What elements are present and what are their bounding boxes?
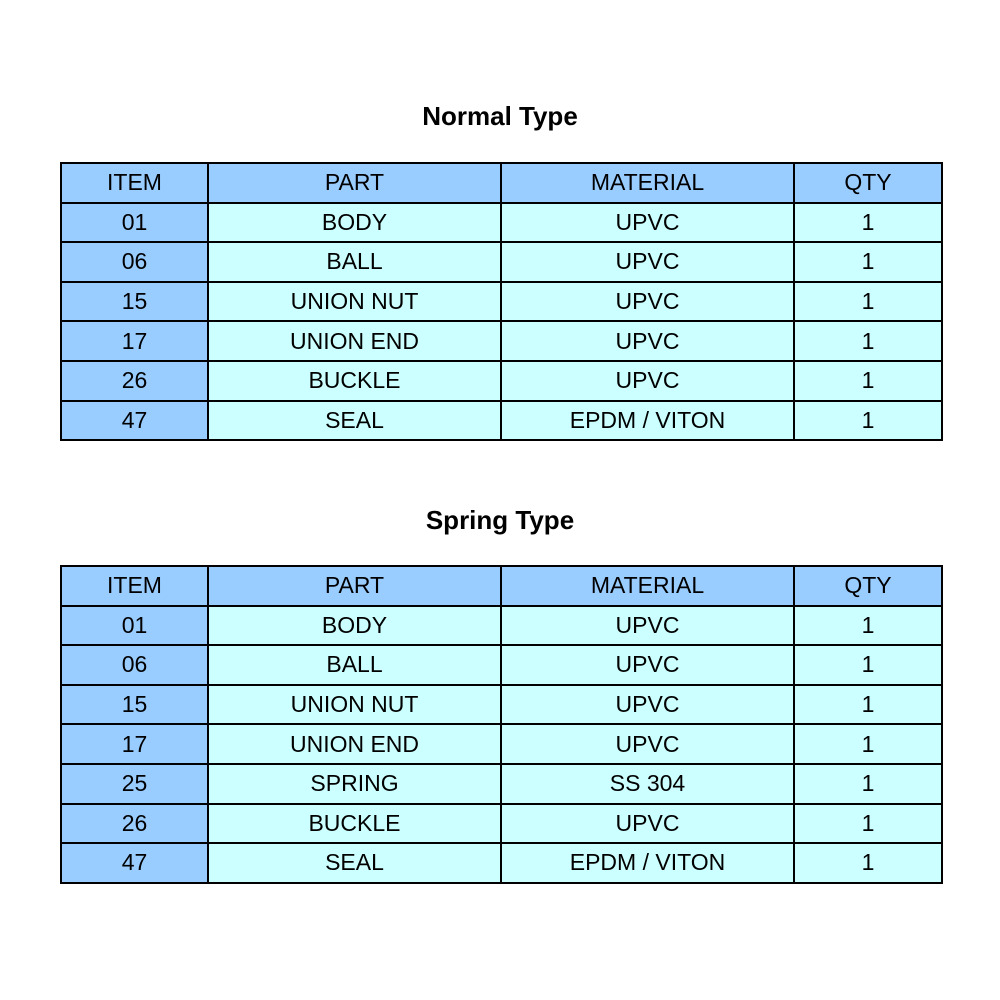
item-cell: 17 xyxy=(61,724,208,764)
material-cell: UPVC xyxy=(501,685,794,725)
part-cell: UNION NUT xyxy=(208,685,501,725)
qty-cell: 1 xyxy=(794,361,942,401)
spring-type-title: Spring Type xyxy=(425,505,575,535)
table-row xyxy=(61,804,942,844)
qty-cell: 1 xyxy=(794,645,942,685)
table-header-row xyxy=(61,163,942,203)
qty-cell: 1 xyxy=(794,401,942,441)
item-cell: 47 xyxy=(61,401,208,441)
header-part: PART xyxy=(208,163,501,203)
part-cell: SPRING xyxy=(208,764,501,804)
table-row xyxy=(61,361,942,401)
qty-cell: 1 xyxy=(794,685,942,725)
table-row xyxy=(61,401,942,441)
material-cell: UPVC xyxy=(501,321,794,361)
table-header-row xyxy=(61,566,942,606)
material-cell: UPVC xyxy=(501,724,794,764)
item-cell: 01 xyxy=(61,203,208,243)
qty-cell: 1 xyxy=(794,203,942,243)
material-cell: UPVC xyxy=(501,606,794,646)
item-cell: 06 xyxy=(61,645,208,685)
header-qty: QTY xyxy=(794,566,942,606)
qty-cell: 1 xyxy=(794,242,942,282)
material-cell: UPVC xyxy=(501,282,794,322)
normal-type-table xyxy=(60,162,943,441)
part-cell: BUCKLE xyxy=(208,361,501,401)
table-row xyxy=(61,645,942,685)
qty-cell: 1 xyxy=(794,282,942,322)
table-row xyxy=(61,724,942,764)
item-cell: 01 xyxy=(61,606,208,646)
item-cell: 06 xyxy=(61,242,208,282)
item-cell: 17 xyxy=(61,321,208,361)
table-row xyxy=(61,606,942,646)
qty-cell: 1 xyxy=(794,843,942,883)
part-cell: BODY xyxy=(208,203,501,243)
material-cell: UPVC xyxy=(501,242,794,282)
header-part: PART xyxy=(208,566,501,606)
part-cell: BALL xyxy=(208,242,501,282)
header-item: ITEM xyxy=(61,566,208,606)
item-cell: 26 xyxy=(61,804,208,844)
part-cell: UNION END xyxy=(208,321,501,361)
spring-type-table xyxy=(60,565,943,884)
part-cell: BODY xyxy=(208,606,501,646)
material-cell: UPVC xyxy=(501,804,794,844)
part-cell: UNION NUT xyxy=(208,282,501,322)
table-row xyxy=(61,321,942,361)
part-cell: SEAL xyxy=(208,401,501,441)
header-item: ITEM xyxy=(61,163,208,203)
part-cell: SEAL xyxy=(208,843,501,883)
material-cell: UPVC xyxy=(501,645,794,685)
item-cell: 15 xyxy=(61,282,208,322)
table-row xyxy=(61,203,942,243)
item-cell: 15 xyxy=(61,685,208,725)
qty-cell: 1 xyxy=(794,606,942,646)
qty-cell: 1 xyxy=(794,724,942,764)
part-cell: BALL xyxy=(208,645,501,685)
table-row xyxy=(61,282,942,322)
part-cell: BUCKLE xyxy=(208,804,501,844)
material-cell: UPVC xyxy=(501,361,794,401)
table-row xyxy=(61,843,942,883)
material-cell: EPDM / VITON xyxy=(501,843,794,883)
material-cell: UPVC xyxy=(501,203,794,243)
part-cell: UNION END xyxy=(208,724,501,764)
qty-cell: 1 xyxy=(794,804,942,844)
material-cell: SS 304 xyxy=(501,764,794,804)
table-row xyxy=(61,242,942,282)
qty-cell: 1 xyxy=(794,321,942,361)
item-cell: 47 xyxy=(61,843,208,883)
header-material: MATERIAL xyxy=(501,163,794,203)
normal-type-title: Normal Type xyxy=(422,101,578,131)
item-cell: 25 xyxy=(61,764,208,804)
item-cell: 26 xyxy=(61,361,208,401)
qty-cell: 1 xyxy=(794,764,942,804)
header-qty: QTY xyxy=(794,163,942,203)
table-row xyxy=(61,764,942,804)
table-row xyxy=(61,685,942,725)
material-cell: EPDM / VITON xyxy=(501,401,794,441)
header-material: MATERIAL xyxy=(501,566,794,606)
